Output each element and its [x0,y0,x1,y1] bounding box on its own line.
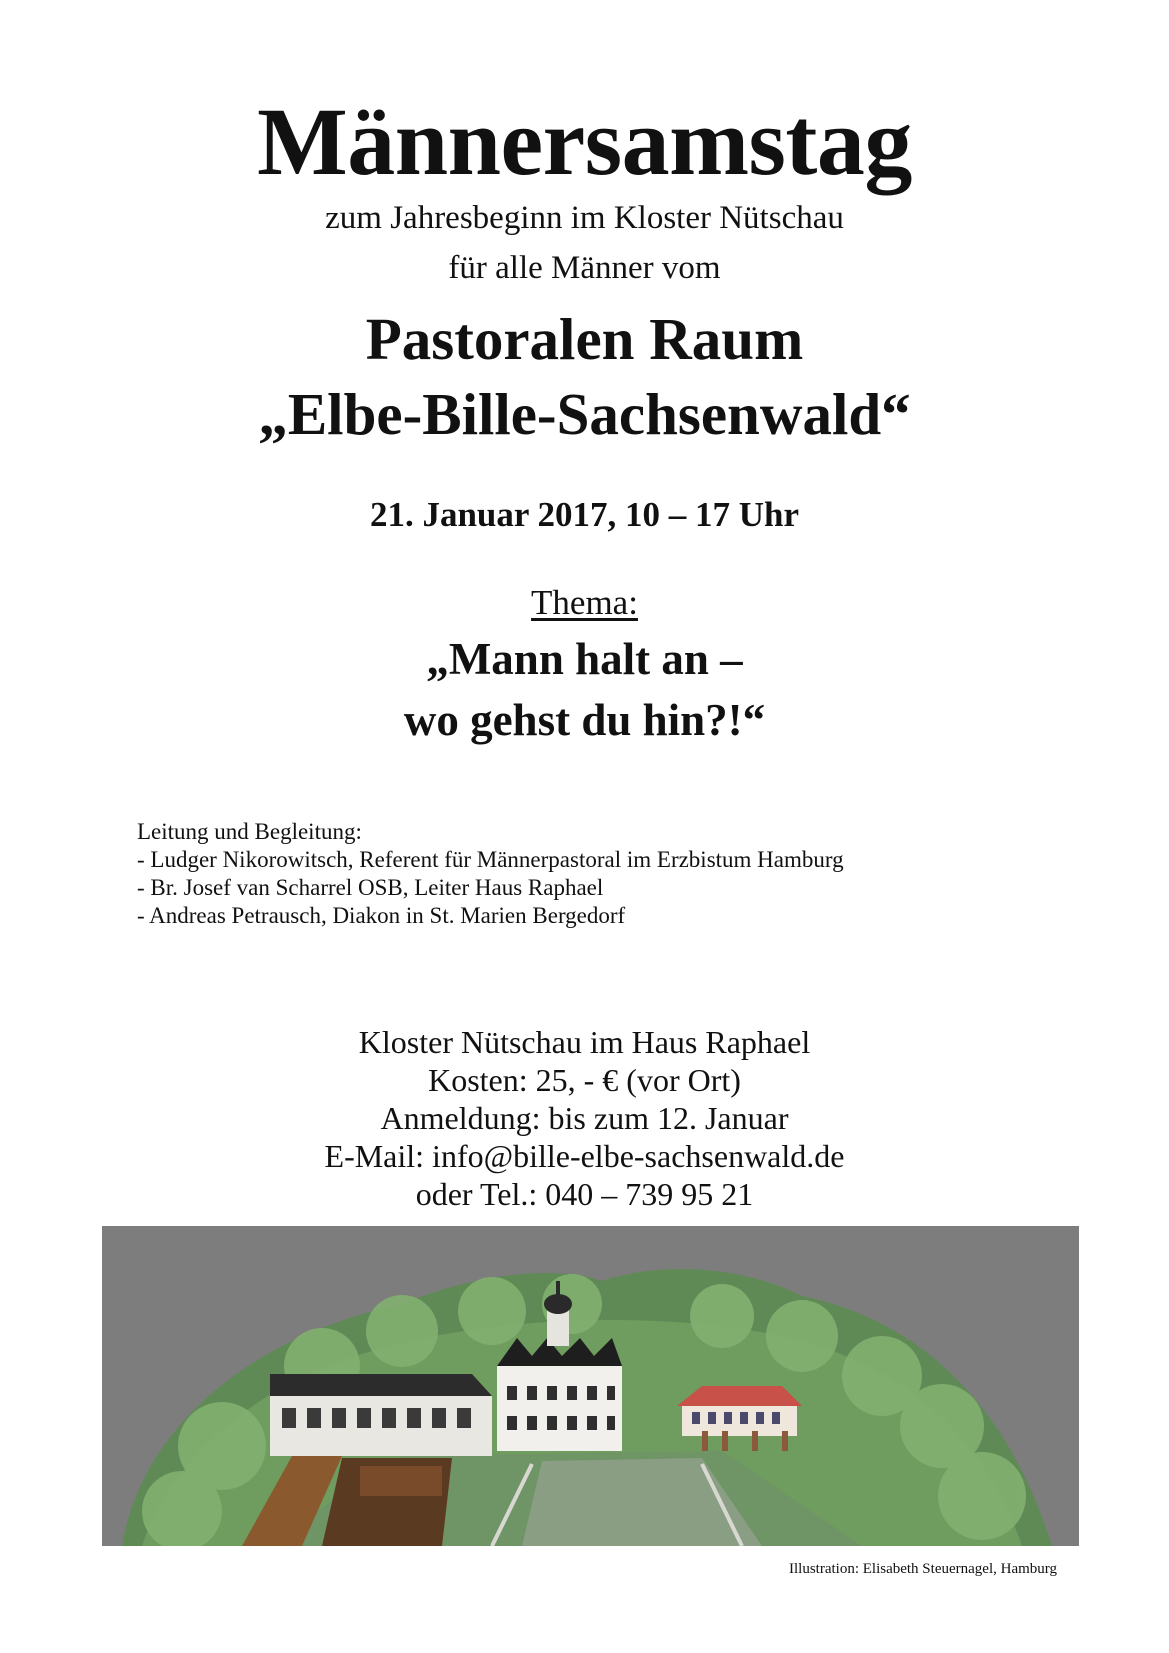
leitung-item: - Ludger Nikorowitsch, Referent für Männerpastoral im Erzbistum Hamburg [137,847,844,872]
info-registration: Anmeldung: bis zum 12. Januar [380,1100,789,1136]
subtitle-line-1: zum Jahresbeginn im Kloster Nütschau [325,200,844,236]
thema-line-1: „Mann halt an – [426,634,743,684]
event-date: 21. Januar 2017, 10 – 17 Uhr [369,495,800,534]
leitung-item: - Andreas Petrausch, Diakon in St. Marien Bergedorf [137,903,626,928]
thema-line-2: wo gehst du hin?!“ [403,695,766,745]
illustration-credit: Illustration: Elisabeth Steuernagel, Hamburg [789,1561,1057,1577]
heading-line-1: Pastoralen Raum [365,306,804,372]
event-title: Männersamstag [257,88,912,195]
leitung-heading: Leitung und Begleitung: [137,819,362,844]
info-email: E-Mail: info@bille-elbe-sachsenwald.de [324,1138,845,1174]
thema-label-row [0,583,1169,623]
info-phone: oder Tel.: 040 – 739 95 21 [415,1176,754,1212]
leitung-item: - Br. Josef van Scharrel OSB, Leiter Haus Raphael [137,875,604,900]
subtitle-line-2: für alle Männer vom [448,250,721,286]
heading-line-2: „Elbe-Bille-Sachsenwald“ [258,381,911,447]
monastery-illustration [102,1226,1079,1546]
info-cost: Kosten: 25, - € (vor Ort) [428,1062,741,1098]
leitung-section [137,818,844,930]
info-location: Kloster Nütschau im Haus Raphael [358,1024,811,1060]
thema-label: Thema: [531,583,638,622]
